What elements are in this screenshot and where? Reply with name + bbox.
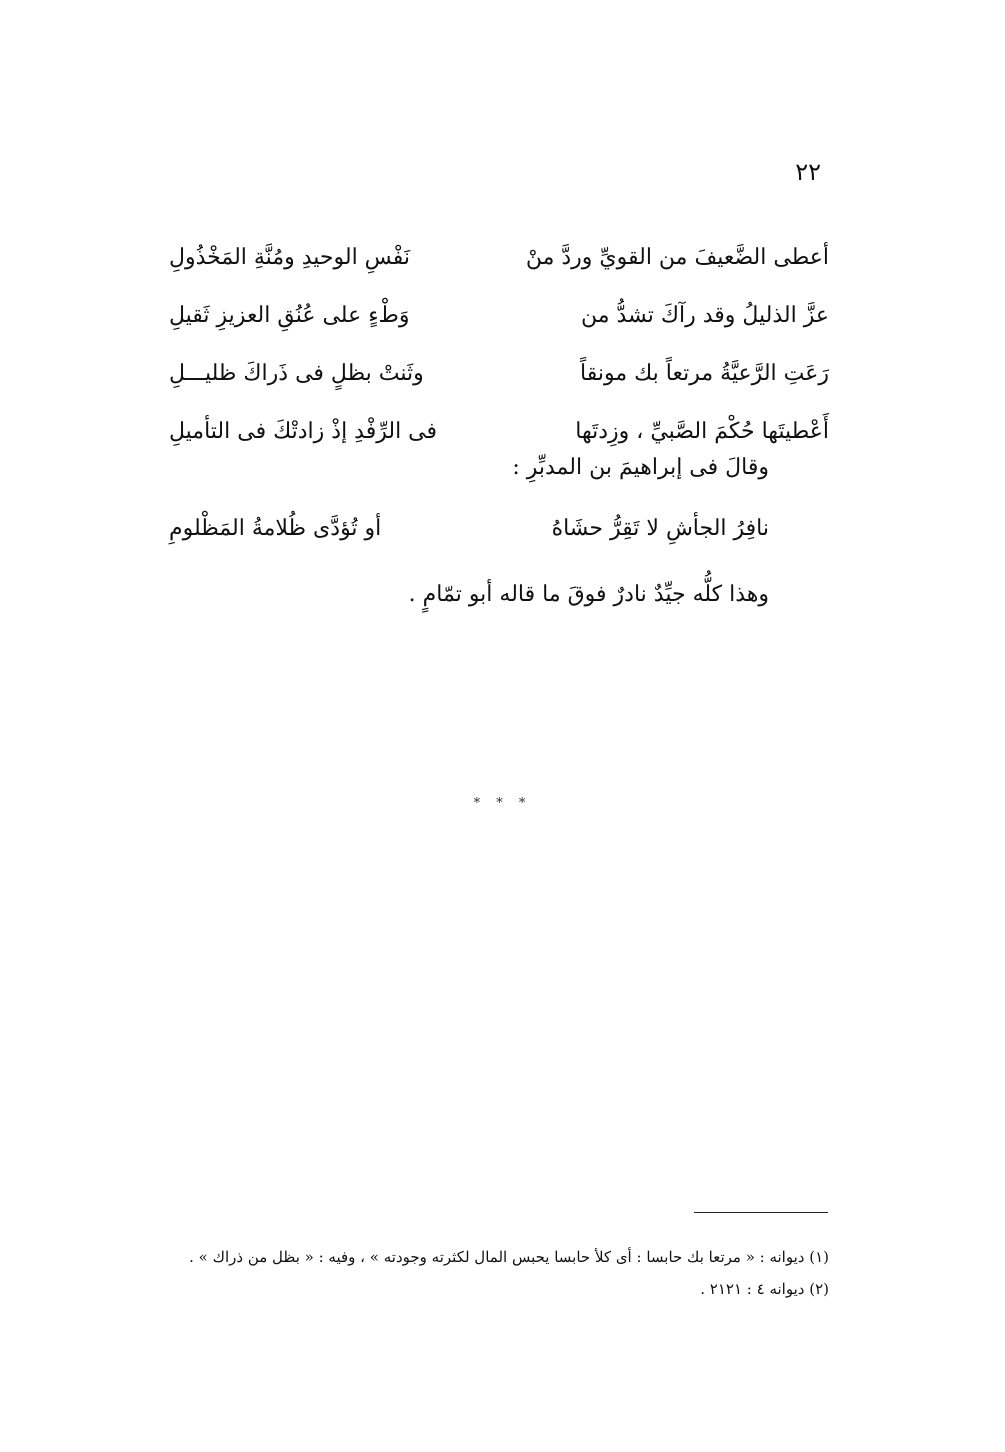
verse-second-hemistich: وثَنتْ بظلٍ فى ذَراكَ ظليـــلِ [169, 360, 424, 386]
poem-verses [169, 228, 829, 460]
verse-line [169, 286, 829, 344]
verse-first-hemistich: أَعْطيتَها حُكْمَ الصَّبيِّ ، وزِدتَها [575, 418, 829, 444]
verse-line [169, 344, 829, 402]
verse-second-hemistich: نَفْسِ الوحيدِ ومُنَّةِ المَخْذُولِ [169, 244, 410, 270]
footnote-1: (١) ديوانه : « مرتعا بك حابسا : أى كلأ حابسا يحبس المال لكثرته وجودته » ، وفيه : « بظل من ذراك » . [189, 1248, 829, 1266]
footnote-2: (٢) ديوانه ٤ : ٢١٢١ . [700, 1280, 829, 1298]
footnote-divider [694, 1212, 828, 1213]
verse-line [169, 228, 829, 286]
verse-second-hemistich: وَطْءٍ على عُنُقِ العزيزِ ثَقيلِ [169, 302, 410, 328]
footnotes [129, 1243, 829, 1307]
closing-line: وهذا كلُّه جيِّدٌ نادرٌ فوقَ ما قاله أبو تمّامٍ . [408, 582, 769, 607]
verse-first-hemistich: نافِرُ الجأشِ لا تَقِرُّ حشَاهُ [551, 516, 769, 541]
section-separator: * * * [473, 796, 532, 811]
intro-line: وقالَ فى إبراهيمَ بن المدبِّرِ : [512, 455, 769, 480]
verse-first-hemistich: رَعَتِ الرَّعيَّةُ مرتعاً بك مونقاً [580, 360, 829, 386]
verse-first-hemistich: أعطى الضَّعيفَ من القويِّ وردَّ منْ [525, 244, 829, 270]
single-verse [169, 516, 769, 541]
verse-second-hemistich: أو تُؤدَّى ظُلامةُ المَظْلومِ [169, 516, 382, 541]
verse-second-hemistich: فى الرِّفْدِ إذْ زادتْكَ فى التأميلِ [169, 418, 438, 444]
verse-first-hemistich: عزَّ الذليلُ وقد رآكَ تشدُّ من [581, 302, 829, 328]
page-number: ٢٢ [795, 158, 821, 186]
verse-line [169, 402, 829, 460]
